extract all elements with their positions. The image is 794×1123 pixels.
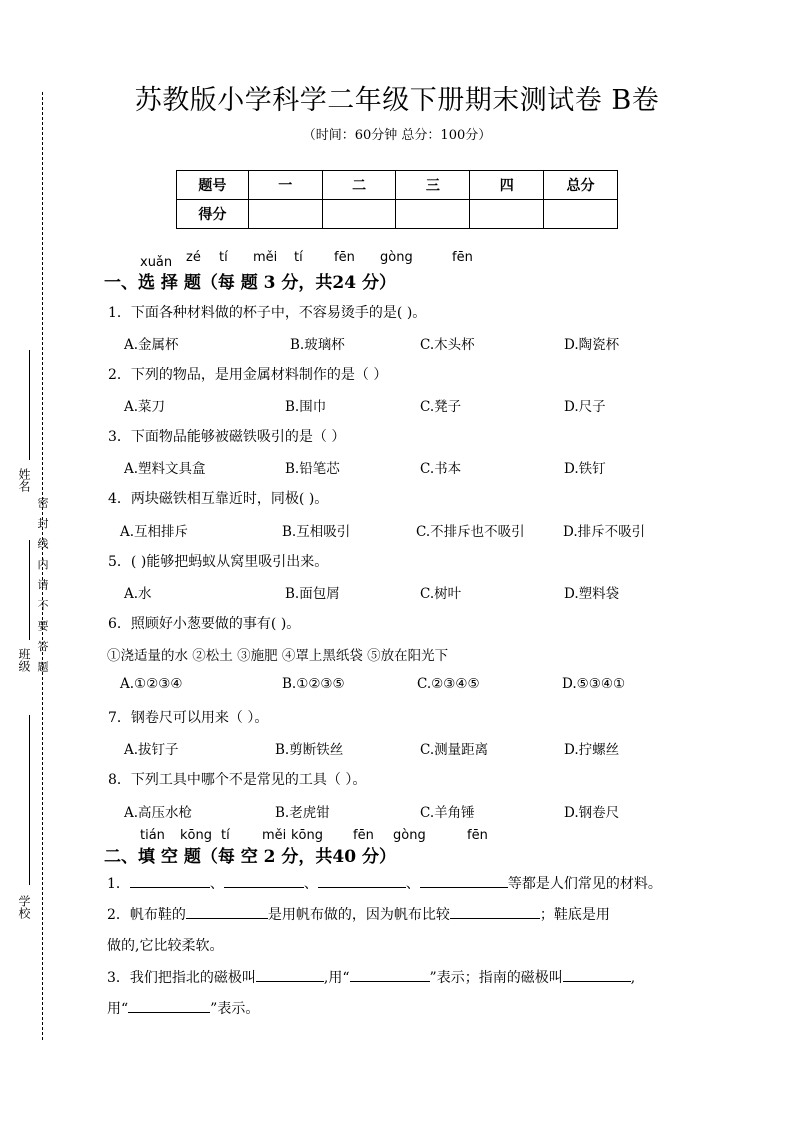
question-text: 3．我们把指北的磁极叫 (107, 970, 256, 986)
pinyin: xuǎn (140, 255, 173, 270)
pinyin: fēn (452, 250, 473, 265)
option[interactable]: D.排斥不吸引 (563, 524, 646, 540)
page-title: 苏教版小学科学二年级下册期末测试卷 B卷 (134, 85, 660, 116)
option[interactable]: A.水 (124, 586, 152, 602)
option[interactable]: C.凳子 (420, 399, 462, 415)
separator: 、 (405, 876, 420, 892)
school-label: 学校 (17, 895, 31, 919)
option[interactable]: A.菜刀 (124, 399, 166, 415)
table-cell: 一 (248, 171, 322, 200)
option[interactable]: A.①②③④ (120, 676, 183, 692)
question-text: ,用“ (323, 970, 350, 986)
option[interactable]: D.钢卷尺 (564, 805, 620, 821)
pinyin: tí (221, 828, 230, 843)
option[interactable]: C.羊角锤 (420, 805, 475, 821)
name-blank[interactable] (29, 350, 30, 460)
option[interactable]: D.拧螺丝 (564, 742, 620, 758)
score-table (176, 170, 618, 229)
pinyin: fēn (353, 828, 374, 843)
section-heading: 二、填 空 题（每 空 2 分，共40 分） (104, 847, 396, 867)
option[interactable]: D.塑料袋 (564, 586, 620, 602)
table-cell: 二 (322, 171, 396, 200)
pinyin: kōng (180, 828, 212, 843)
question: 1．下面各种材料做的杯子中，不容易烫手的是( )。 (108, 305, 427, 321)
score-cell[interactable] (248, 200, 322, 229)
question-text: 2．帆布鞋的 (107, 907, 186, 923)
question: 8．下列工具中哪个不是常见的工具（ ）。 (108, 772, 367, 788)
table-cell: 四 (470, 171, 544, 200)
option[interactable]: B.互相吸引 (282, 524, 351, 540)
option[interactable]: A.高压水枪 (124, 805, 193, 821)
pinyin: tián (140, 828, 165, 843)
option[interactable]: B.围巾 (285, 399, 327, 415)
class-blank[interactable] (29, 540, 30, 640)
score-cell[interactable] (470, 200, 544, 229)
option[interactable]: D.尺子 (564, 399, 606, 415)
table-cell: 总分 (544, 171, 618, 200)
option[interactable]: A.塑料文具盒 (124, 461, 206, 477)
pinyin: měi (253, 250, 278, 265)
option[interactable]: B.玻璃杯 (290, 337, 345, 353)
question: 6．照顾好小葱要做的事有( )。 (108, 616, 301, 632)
pinyin: tí (219, 250, 228, 265)
separator: 、 (303, 876, 318, 892)
pinyin: tí (294, 250, 303, 265)
name-label: 姓名 (17, 468, 31, 492)
fill-question (107, 873, 662, 893)
question-text: 用“ (107, 1001, 129, 1017)
option[interactable]: D.⑤③④① (562, 676, 626, 692)
pinyin: fēn (334, 250, 355, 265)
option[interactable]: C.树叶 (420, 586, 462, 602)
school-blank[interactable] (29, 715, 30, 885)
question: 3．下面物品能够被磁铁吸引的是（ ） (108, 429, 346, 445)
separator: 、 (209, 876, 224, 892)
answer-blank[interactable] (563, 967, 631, 982)
question-text: 是用帆布做的，因为帆布比较 (267, 907, 450, 923)
question-number: 1． (107, 876, 130, 892)
table-row (177, 200, 618, 229)
answer-blank[interactable] (256, 967, 324, 982)
table-cell: 题号 (177, 171, 249, 200)
question: 5．( )能够把蚂蚁从窝里吸引出来。 (108, 554, 329, 570)
question-text: 等都是人们常见的材料。 (507, 876, 662, 892)
score-cell[interactable] (396, 200, 470, 229)
answer-blank[interactable] (318, 873, 406, 888)
exam-info: （时间：60分钟 总分：100分） (302, 128, 492, 143)
answer-blank[interactable] (420, 873, 508, 888)
option[interactable]: A.金属杯 (124, 337, 179, 353)
pinyin: kōng (291, 828, 323, 843)
answer-blank[interactable] (128, 998, 210, 1013)
option[interactable]: C.木头杯 (420, 337, 475, 353)
fill-question (107, 967, 635, 987)
fill-question (107, 904, 610, 924)
option[interactable]: C.书本 (420, 461, 462, 477)
option[interactable]: B.面包屑 (285, 586, 340, 602)
option[interactable]: A.拔钉子 (124, 742, 179, 758)
option[interactable]: C.②③④⑤ (417, 676, 480, 692)
option[interactable]: B.老虎钳 (275, 805, 330, 821)
question-text: ；鞋底是用 (539, 907, 610, 923)
question-text: ”表示；指南的磁极叫 (429, 970, 563, 986)
question-text: , (630, 970, 636, 986)
question: 7．钢卷尺可以用来（ ）。 (108, 710, 269, 726)
option[interactable]: B.铅笔芯 (285, 461, 340, 477)
option[interactable]: A.互相排斥 (120, 524, 189, 540)
answer-blank[interactable] (224, 873, 304, 888)
answer-blank[interactable] (450, 904, 540, 919)
answer-blank[interactable] (130, 873, 210, 888)
section-heading: 一、选 择 题（每 题 3 分，共24 分） (104, 273, 396, 293)
option[interactable]: D.铁钉 (564, 461, 606, 477)
class-label: 班级 (17, 648, 31, 672)
option[interactable]: B.①②③⑤ (282, 676, 345, 692)
pinyin: měi (262, 828, 287, 843)
score-cell[interactable] (322, 200, 396, 229)
option[interactable]: C.不排斥也不吸引 (416, 524, 525, 540)
seal-notice: 密 封 线 内 请 不 要 答 题 (36, 497, 49, 675)
score-cell[interactable] (544, 200, 618, 229)
table-cell: 得分 (177, 200, 249, 229)
pinyin: gòng (393, 828, 426, 843)
pinyin: fēn (467, 828, 488, 843)
option[interactable]: D.陶瓷杯 (564, 337, 620, 353)
table-row (177, 171, 618, 200)
question-extra: ①浇适量的水 ②松土 ③施肥 ④罩上黑纸袋 ⑤放在阳光下 (107, 648, 449, 664)
answer-blank[interactable] (350, 967, 430, 982)
fill-question (107, 998, 259, 1018)
question-text: ”表示。 (210, 1001, 260, 1017)
pinyin: gòng (380, 250, 413, 265)
pinyin: zé (186, 250, 201, 265)
table-cell: 三 (396, 171, 470, 200)
option[interactable]: B.剪断铁丝 (275, 742, 344, 758)
question: 2．下列的物品，是用金属材料制作的是（ ） (108, 367, 388, 383)
question-text: 做的,它比较柔软。 (107, 938, 224, 954)
answer-blank[interactable] (186, 904, 268, 919)
option[interactable]: C.测量距离 (420, 742, 489, 758)
question: 4．两块磁铁相互靠近时，同极( )。 (108, 491, 329, 507)
